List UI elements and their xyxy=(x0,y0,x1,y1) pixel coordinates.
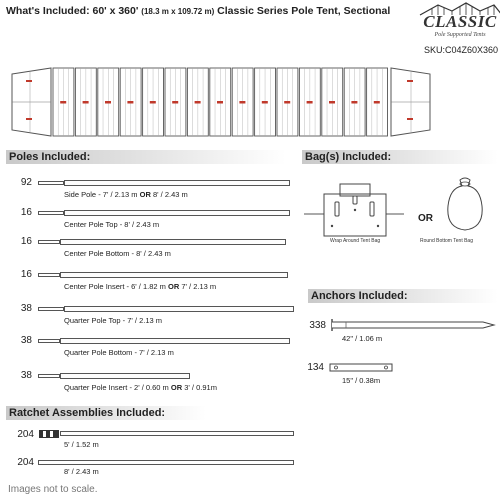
anchor-label: 42" / 1.06 m xyxy=(342,334,383,343)
ratchet-buckle-icon xyxy=(38,428,62,440)
center-pole-marker xyxy=(83,101,89,104)
pole-count: 16 xyxy=(20,236,32,247)
ratchet-strap-8ft xyxy=(38,460,294,465)
bag-or-label: OR xyxy=(418,213,433,224)
pole-count: 92 xyxy=(20,177,32,188)
center-pole-marker xyxy=(239,101,245,104)
center-pole-marker xyxy=(172,101,178,104)
tent-floor-plan xyxy=(0,58,500,138)
pole-body xyxy=(64,180,290,186)
stake-42-icon xyxy=(328,318,498,332)
pole-end-fitting xyxy=(38,339,60,343)
ratchet-count: 204 xyxy=(17,429,34,440)
ratchet-count: 204 xyxy=(17,457,34,468)
center-pole-marker xyxy=(195,101,201,104)
bags-section-header: Bag(s) Included: xyxy=(302,150,498,164)
brand-name: CLASSIC xyxy=(423,12,497,31)
pole-end-fitting xyxy=(38,307,64,311)
pole-body xyxy=(60,338,290,344)
pole-label: Center Pole Insert - 6' / 1.82 m OR 7' / 2.13 m xyxy=(64,282,217,291)
pole-label: Side Pole - 7' / 2.13 m OR 8' / 2.43 m xyxy=(64,190,188,199)
pole-end-fitting xyxy=(38,181,64,185)
pole-label: Quarter Pole Bottom - 7' / 2.13 m xyxy=(64,348,174,357)
center-pole-marker xyxy=(374,101,380,104)
pole-end-fitting xyxy=(38,273,60,277)
pole-body xyxy=(64,306,294,312)
pole-label: Center Pole Bottom - 8' / 2.43 m xyxy=(64,249,171,258)
center-pole-marker xyxy=(60,101,66,104)
center-pole-marker xyxy=(329,101,335,104)
center-pole-marker xyxy=(150,101,156,104)
pole-count: 38 xyxy=(20,370,32,381)
ratchet-label: 8' / 2.43 m xyxy=(64,467,99,476)
center-pole-marker xyxy=(127,101,133,104)
poles-section-header: Poles Included: xyxy=(6,150,286,164)
anchor-count: 134 xyxy=(307,362,324,373)
center-pole-marker xyxy=(284,101,290,104)
pole-count: 38 xyxy=(20,303,32,314)
pole-label: Center Pole Top - 8' / 2.43 m xyxy=(64,220,160,229)
round-bag-label: Round Bottom Tent Bag xyxy=(420,238,473,244)
anchor-label: 15" / 0.38m xyxy=(342,376,381,385)
pole-label: Quarter Pole Top - 7' / 2.13 m xyxy=(64,316,163,325)
pole-count: 38 xyxy=(20,335,32,346)
center-pole-marker xyxy=(105,101,111,104)
pole-label: Quarter Pole Insert - 2' / 0.60 m OR 3' / 0.91m xyxy=(64,383,217,392)
center-pole-marker xyxy=(217,101,223,104)
brand-tagline: Pole Supported Tents xyxy=(434,32,486,38)
ratchet-strap-5ft xyxy=(60,431,294,436)
wrap-bag-label: Wrap Around Tent Bag xyxy=(330,238,381,244)
sku-label: SKU:C04Z60X360 xyxy=(423,45,498,55)
pole-body xyxy=(60,272,288,278)
classic-logo xyxy=(408,2,498,46)
ratchet-label: 5' / 1.52 m xyxy=(64,440,99,449)
ratchets-section-header: Ratchet Assemblies Included: xyxy=(6,406,206,420)
pole-count: 16 xyxy=(20,269,32,280)
round-bottom-bag-icon xyxy=(440,176,490,236)
pole-end-fitting xyxy=(38,211,64,215)
scale-note: Images not to scale. xyxy=(8,484,98,495)
pole-end-fitting xyxy=(38,374,60,378)
anchors-section-header: Anchors Included: xyxy=(308,289,498,303)
center-pole-marker xyxy=(351,101,357,104)
stake-15-icon xyxy=(328,361,398,375)
anchor-count: 338 xyxy=(309,320,326,331)
pole-body xyxy=(64,210,290,216)
pole-body xyxy=(60,239,286,245)
center-pole-marker xyxy=(262,101,268,104)
pole-end-fitting xyxy=(38,240,60,244)
center-pole-marker xyxy=(307,101,313,104)
pole-count: 16 xyxy=(20,207,32,218)
pole-body xyxy=(60,373,190,379)
page-title: What's Included: 60' x 360' (18.3 m x 109.72 m) Classic Series Pole Tent, Sectional xyxy=(6,5,391,17)
